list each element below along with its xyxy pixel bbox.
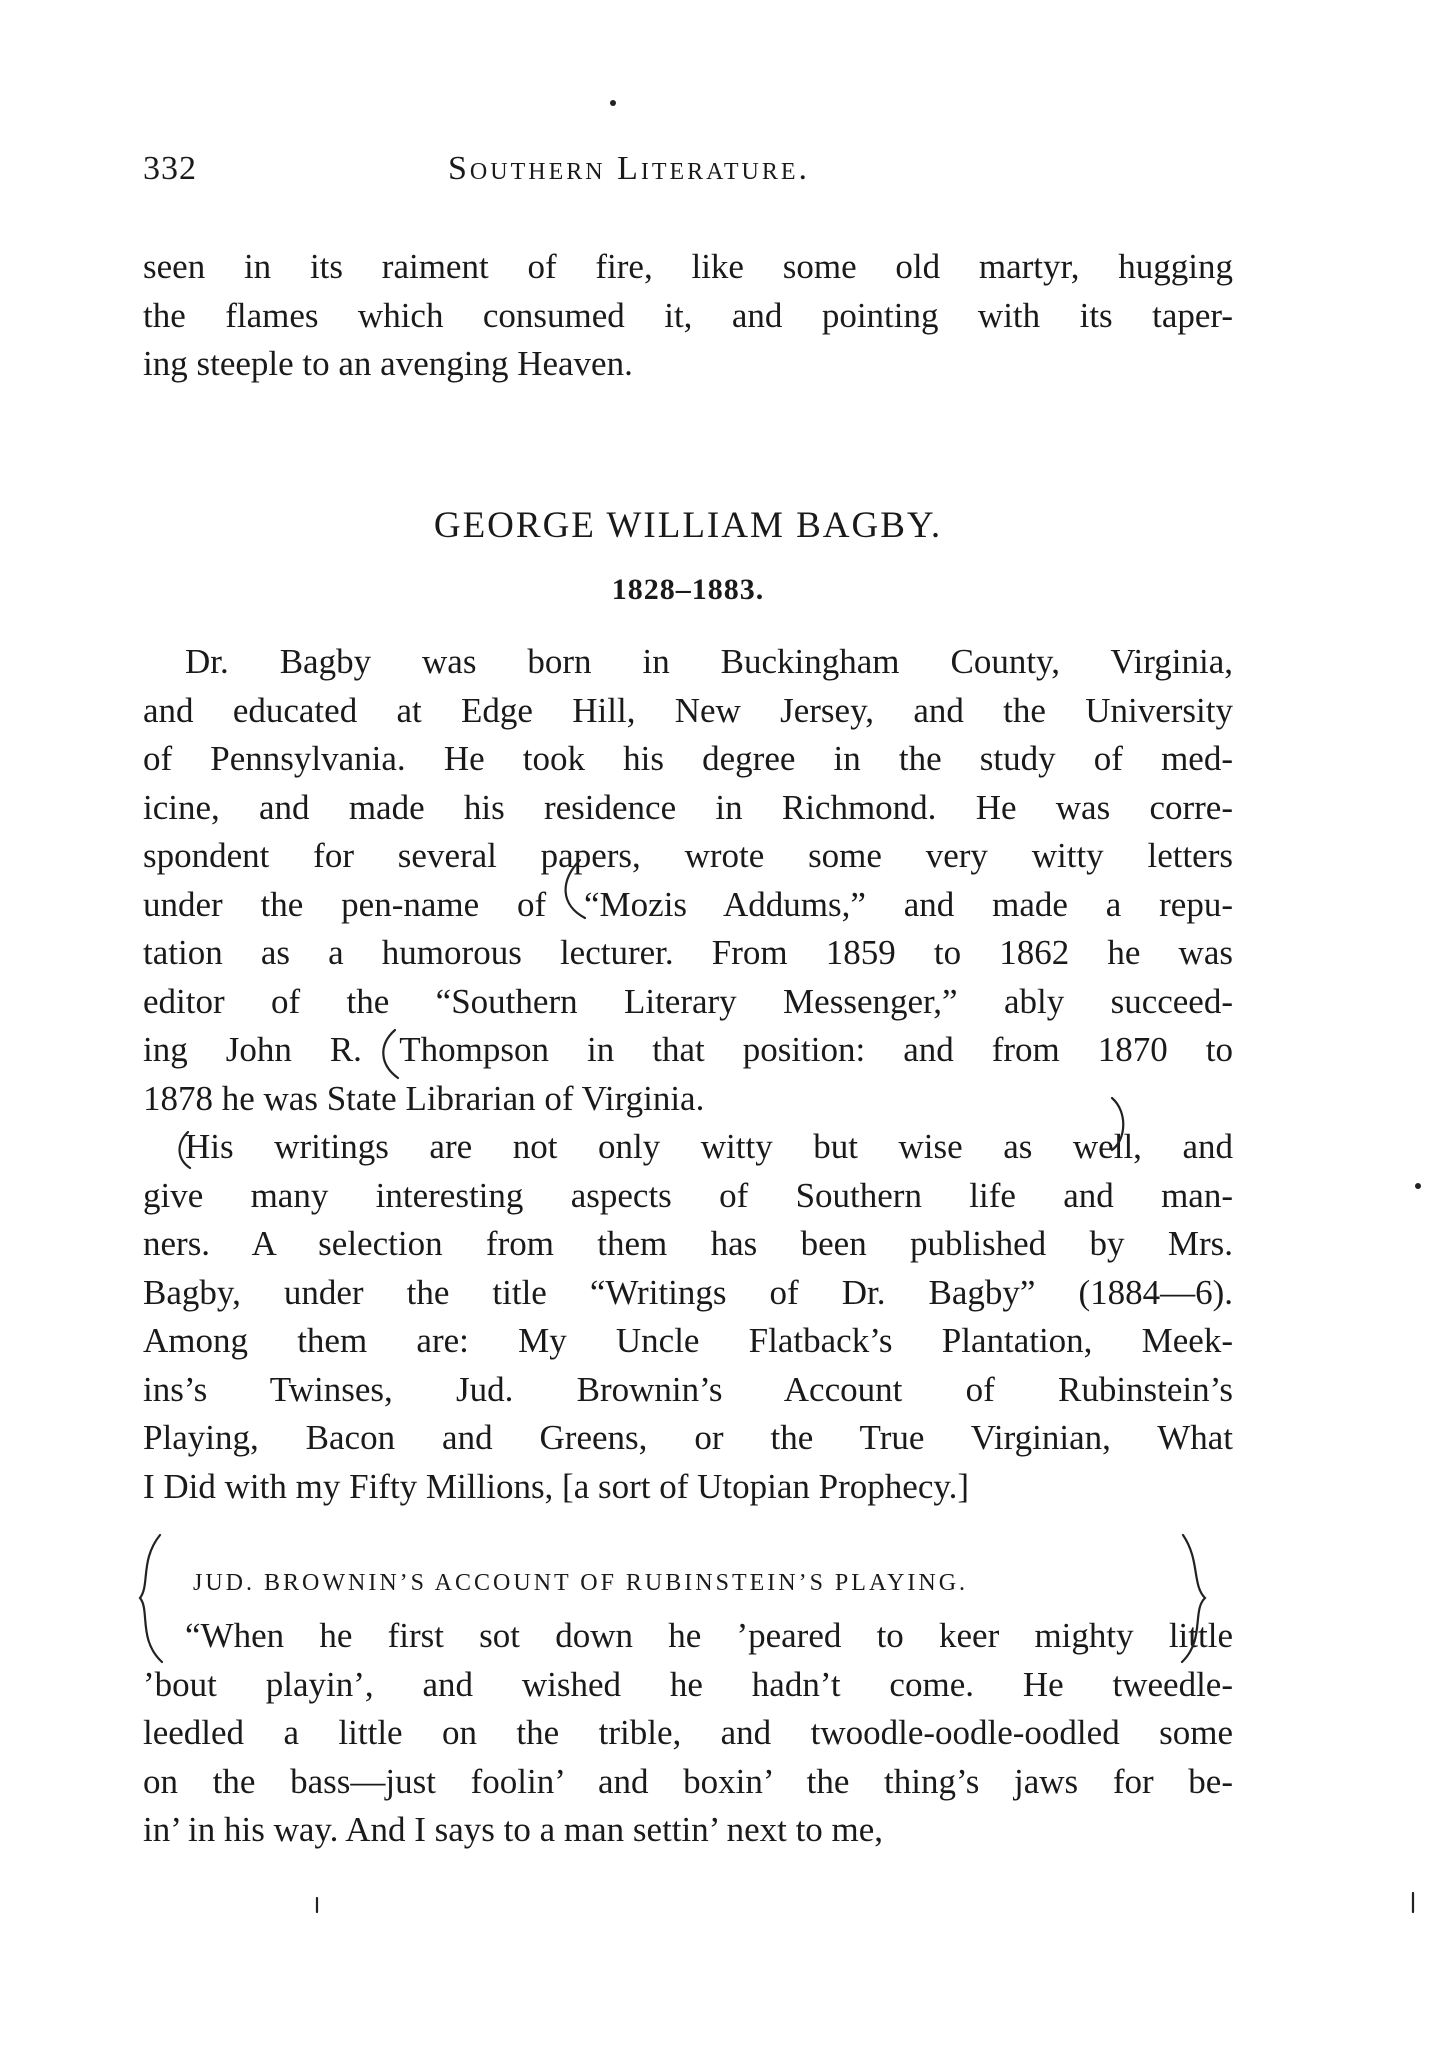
opening-paragraph xyxy=(143,243,1233,389)
text-line: tation as a humorous lecturer. From 1859 to 1862 he was xyxy=(143,933,1233,972)
excerpt-paragraph xyxy=(143,1612,1233,1855)
text-line: give many interesting aspects of Southern life and man- xyxy=(143,1175,1233,1215)
text-line: and educated at Edge Hill, New Jersey, and the University xyxy=(143,690,1233,730)
text-line: His writings are not only witty but wise as well, and xyxy=(185,1127,1233,1166)
text-line: editor of the “Southern Literary Messenger,” ably succeed- xyxy=(143,981,1233,1021)
text-line: under the pen-name of “Mozis Addums,” and made a repu- xyxy=(143,884,1233,924)
text-line: spondent for several papers, wrote some very witty letters xyxy=(143,836,1233,875)
text-line: ners. A selection from them has been published by Mrs. xyxy=(143,1224,1233,1263)
text-line: ins’s Twinses, Jud. Brownin’s Account of Rubinstein’s xyxy=(143,1369,1233,1409)
page-header xyxy=(143,150,1233,200)
text-line: Playing, Bacon and Greens, or the True Virginian, What xyxy=(143,1418,1233,1457)
excerpt-heading: JUD. BROWNIN’S ACCOUNT OF RUBINSTEIN’S PLAYING. xyxy=(193,1570,969,1596)
page-number: 332 xyxy=(143,150,197,187)
text-line: icine, and made his residence in Richmond. He was corre- xyxy=(143,787,1233,827)
text-line: I Did with my Fifty Millions, [a sort of Utopian Prophecy.] xyxy=(143,1466,969,1506)
text-line: “When he first sot down he ’peared to keer mighty little xyxy=(185,1616,1233,1655)
text-line: seen in its raiment of fire, like some old martyr, hugging xyxy=(143,247,1233,286)
text-line: the flames which consumed it, and pointing with its taper- xyxy=(143,295,1233,335)
biography-paragraph-2 xyxy=(143,1123,1233,1511)
text-line: of Pennsylvania. He took his degree in the study of med- xyxy=(143,739,1233,778)
text-line: ing John R. Thompson in that position: and from 1870 to xyxy=(143,1030,1233,1069)
text-line: Bagby, under the title “Writings of Dr. Bagby” (1884—6). xyxy=(143,1272,1233,1312)
text-line: Among them are: My Uncle Flatback’s Plantation, Meek- xyxy=(143,1321,1233,1360)
text-line: ’bout playin’, and wished he hadn’t come. He tweedle- xyxy=(143,1664,1233,1704)
ink-dot xyxy=(610,100,616,106)
text-line: ing steeple to an avenging Heaven. xyxy=(143,344,633,383)
ink-dot xyxy=(1415,1183,1421,1189)
section-dates: 1828–1883. xyxy=(611,573,765,606)
text-line: Dr. Bagby was born in Buckingham County, Virginia, xyxy=(185,642,1233,681)
running-head: Southern Literature. xyxy=(448,150,810,187)
text-line: leedled a little on the trible, and twoodle-oodle-oodled some xyxy=(143,1713,1233,1752)
text-line: on the bass—just foolin’ and boxin’ the thing’s jaws for be- xyxy=(143,1761,1233,1801)
biography-paragraph-1 xyxy=(143,638,1233,1123)
text-line: 1878 he was State Librarian of Virginia. xyxy=(143,1078,705,1118)
section-title: GEORGE WILLIAM BAGBY. xyxy=(433,505,943,546)
text-line: in’ in his way. And I says to a man settin’ next to me, xyxy=(143,1810,884,1849)
